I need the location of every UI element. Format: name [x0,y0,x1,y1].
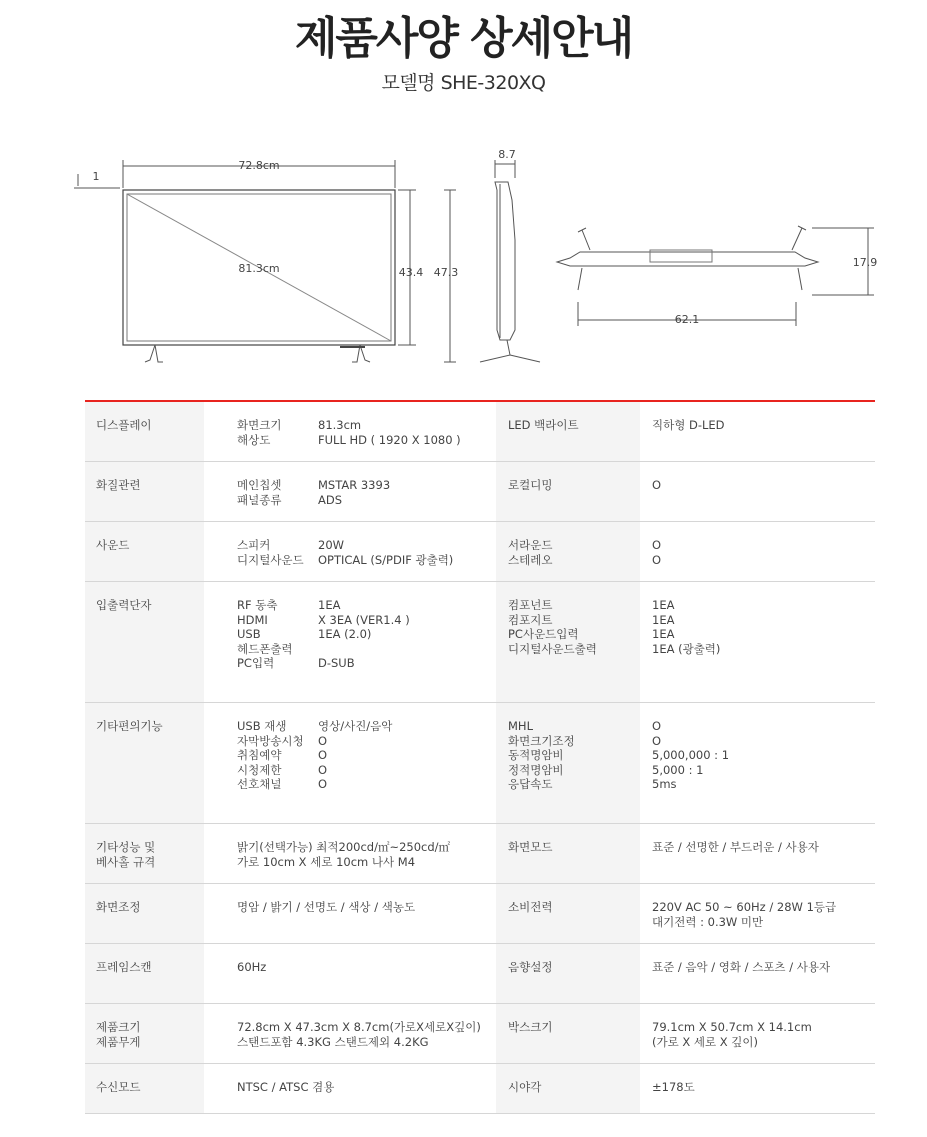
spec-label-text: 화면크기조정 [508,733,575,748]
spec-item [237,763,496,778]
dim-stand-height: 17.9 [852,256,878,269]
spec-values [204,884,496,943]
spec-label [496,582,640,702]
spec-item-value: OPTICAL (S/PDIF 광출력) [318,552,454,567]
spec-item-value: O [318,777,328,791]
spec-label [496,462,640,521]
spec-item-value: 스탠드포함 4.3KG 스탠드제외 4.2KG [237,1034,429,1049]
spec-label-text: MHL [508,719,533,733]
spec-label [496,522,640,581]
spec-item-value: 220V AC 50 ~ 60Hz / 28W 1등급 [652,900,837,914]
spec-label [85,402,204,461]
spec-item-value: 1EA (광출력) [652,641,721,656]
spec-item-value: 명암 / 밝기 / 선명도 / 색상 / 색농도 [237,900,416,914]
spec-item-value: 밝기(선택가능) 최적200cd/㎡~250cd/㎡ [237,840,451,854]
spec-item [237,478,496,493]
dimension-diagram [60,140,890,375]
spec-values [640,402,875,461]
spec-label [85,522,204,581]
spec-item-value: ±178도 [652,1080,695,1094]
spec-values [640,1004,875,1063]
spec-item-value: 79.1cm X 50.7cm X 14.1cm [652,1020,812,1034]
spec-values [204,522,496,581]
spec-item [237,598,496,613]
spec-item-key: 시청제한 [237,762,282,777]
spec-label [85,1064,204,1113]
spec-item [237,734,496,749]
spec-label-text: 수신모드 [96,1080,141,1094]
spec-item-value: O [652,552,662,567]
spec-label-text: 로컬디밍 [508,478,553,492]
spec-label-text: 사운드 [96,538,130,552]
spec-item-value: O [318,748,328,762]
spec-item [237,493,496,508]
spec-values [204,703,496,823]
spec-item [237,777,496,792]
spec-item-key: 헤드폰출력 [237,641,293,656]
spec-label-text: 화면조정 [96,900,141,914]
spec-item-key: HDMI [237,612,268,627]
spec-table [85,400,875,1114]
spec-item-value: 5ms [652,777,677,791]
spec-label-text: LED 백라이트 [508,418,579,432]
spec-item-value: 5,000 : 1 [652,762,704,777]
spec-item-key: 화면크기 [237,418,282,432]
spec-label-text: 디지털사운드출력 [508,641,597,656]
spec-row [85,1064,875,1114]
spec-label-text: 소비전력 [508,900,553,914]
spec-label-text: 컴포넌트 [508,598,553,612]
spec-label [85,582,204,702]
spec-item-value: 대기전력 : 0.3W 미만 [652,914,764,929]
spec-label [85,703,204,823]
spec-item-value: 1EA (2.0) [318,627,372,641]
spec-label-text: 베사홀 규격 [96,854,156,869]
spec-item [237,538,496,553]
spec-item-key: 디지털사운드 [237,552,304,567]
spec-label [85,884,204,943]
spec-label-text: 기타편의기능 [96,719,163,733]
dim-width: 72.8cm [238,159,280,172]
dim-diagonal: 81.3cm [238,262,280,275]
spec-item-value: 영상/사진/음악 [318,719,393,733]
spec-values [640,944,875,1003]
spec-item-key: USB [237,627,261,641]
spec-label [496,1064,640,1113]
spec-item-value: NTSC / ATSC 겸용 [237,1080,335,1094]
spec-values [204,402,496,461]
spec-label [85,1004,204,1063]
spec-label-text: PC사운드입력 [508,627,579,641]
spec-item-value: 1EA [652,627,675,641]
spec-row [85,582,875,703]
spec-values [640,1064,875,1113]
spec-values [204,462,496,521]
spec-values [204,1064,496,1113]
spec-item-value: 표준 / 음악 / 영화 / 스포츠 / 사용자 [652,960,831,974]
spec-item-key: 해상도 [237,432,271,447]
spec-row [85,402,875,462]
spec-row [85,703,875,824]
spec-item-value: ADS [318,492,343,507]
spec-item-value: X 3EA (VER1.4 ) [318,612,410,627]
spec-label [496,1004,640,1063]
spec-item-key: 스피커 [237,538,271,552]
spec-row [85,824,875,884]
spec-item [237,642,496,657]
spec-values [204,824,496,883]
dim-screen-height: 43.4 [398,266,424,279]
dim-depth: 8.7 [498,148,516,161]
spec-item [237,418,496,433]
spec-label-text: 스테레오 [508,552,553,567]
spec-item-key: 메인칩셋 [237,478,282,492]
spec-item [237,719,496,734]
spec-label-text: 서라운드 [508,538,553,552]
spec-item-key: 패널종류 [237,492,282,507]
spec-item [237,613,496,628]
spec-item-value: 가로 10cm X 세로 10cm 나사 M4 [237,854,416,869]
spec-item-value: 20W [318,538,345,552]
page-title: 제품사양 상세안내 [294,13,633,64]
spec-item [237,433,496,448]
model-name: 모델명 SHE-320XQ [381,72,546,94]
spec-label-text: 응답속도 [508,777,553,791]
spec-item-value: 1EA [318,598,341,612]
dim-stand-width: 62.1 [674,313,700,326]
spec-label [85,462,204,521]
spec-label-text: 컴포지트 [508,612,553,627]
spec-label-text: 제품무게 [96,1034,141,1049]
spec-values [640,462,875,521]
spec-item-value: 60Hz [237,960,267,974]
spec-label-text: 입출력단자 [96,598,152,612]
spec-row [85,462,875,522]
spec-label-text: 동적명암비 [508,748,564,762]
spec-item-value: MSTAR 3393 [318,478,391,492]
spec-item-value: O [652,538,662,552]
spec-label-text: 정적명암비 [508,762,564,777]
spec-row [85,944,875,1004]
spec-label [496,703,640,823]
spec-item [237,748,496,763]
spec-label-text: 기타성능 및 [96,840,156,854]
spec-item [237,627,496,642]
spec-label [496,402,640,461]
spec-label-text: 화질관련 [96,478,141,492]
spec-label-text: 프레임스캔 [96,960,152,974]
spec-label-text: 음향설정 [508,960,553,974]
spec-item-key: RF 동축 [237,598,278,612]
spec-item-key: 취침예약 [237,748,282,762]
spec-item [237,656,496,671]
spec-item-key: 자막방송시청 [237,733,304,748]
spec-item-key: 선호채널 [237,777,282,791]
spec-label [496,884,640,943]
spec-item [237,553,496,568]
spec-values [204,582,496,702]
spec-item-value: 1EA [652,612,675,627]
spec-label-text: 박스크기 [508,1020,553,1034]
spec-item-value: 직하형 D-LED [652,418,725,432]
spec-item-value: 72.8cm X 47.3cm X 8.7cm(가로X세로X깊이) [237,1020,481,1034]
spec-item-value: O [652,719,662,733]
spec-row [85,1004,875,1064]
spec-values [640,522,875,581]
spec-item-key: USB 재생 [237,719,287,733]
spec-values [640,703,875,823]
spec-label [496,944,640,1003]
spec-item-value: FULL HD ( 1920 X 1080 ) [318,432,461,447]
spec-item-value: 표준 / 선명한 / 부드러운 / 사용자 [652,840,819,854]
dim-top-offset: 1 [92,170,100,183]
spec-values [640,582,875,702]
spec-values [640,884,875,943]
spec-item-value: O [318,733,328,748]
spec-row [85,522,875,582]
spec-item-value: D-SUB [318,656,355,670]
spec-values [640,824,875,883]
spec-label-text: 화면모드 [508,840,553,854]
spec-item-key: PC입력 [237,656,275,670]
spec-row [85,884,875,944]
spec-label-text: 시야각 [508,1080,542,1094]
spec-label [85,824,204,883]
spec-item-value: 81.3cm [318,418,362,432]
spec-item-value: O [652,478,662,492]
spec-item-value: 5,000,000 : 1 [652,748,730,762]
spec-label [85,944,204,1003]
spec-item-value: O [318,762,328,777]
spec-item-value: (가로 X 세로 X 깊이) [652,1034,759,1049]
spec-label-text: 디스플레이 [96,418,152,432]
spec-values [204,944,496,1003]
spec-label [496,824,640,883]
spec-item-value: 1EA [652,598,675,612]
spec-item-value: O [652,733,662,748]
spec-values [204,1004,496,1063]
spec-label-text: 제품크기 [96,1020,141,1034]
dim-total-height: 47.3 [433,266,459,279]
